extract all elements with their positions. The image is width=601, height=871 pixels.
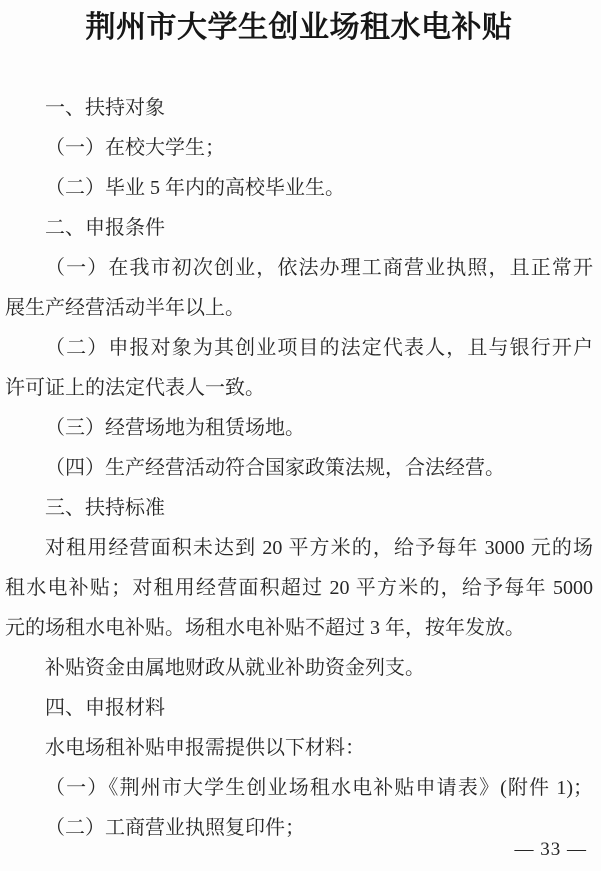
section-heading: 一、扶持对象 bbox=[45, 97, 165, 119]
text-line: （二）毕业 5 年内的高校毕业生。 bbox=[45, 177, 345, 199]
text-line: 租水电补贴；对租用经营面积超过 20 平方米的，给予每年 5000 bbox=[5, 577, 593, 599]
text-line: 元的场租水电补贴。场租水电补贴不超过 3 年，按年发放。 bbox=[5, 617, 525, 639]
text-line: 水电场租补贴申报需提供以下材料： bbox=[45, 737, 365, 759]
text-line: （一）在我市初次创业，依法办理工商营业执照，且正常开 bbox=[45, 257, 593, 279]
text-line: （四）生产经营活动符合国家政策法规，合法经营。 bbox=[45, 457, 505, 479]
document-body bbox=[5, 88, 593, 848]
section-heading: 四、申报材料 bbox=[45, 697, 165, 719]
text-line: （二）申报对象为其创业项目的法定代表人，且与银行开户 bbox=[45, 337, 593, 359]
page-number: — 33 — bbox=[514, 839, 587, 860]
text-line: （二）工商营业执照复印件； bbox=[45, 817, 305, 839]
section-heading: 二、申报条件 bbox=[45, 217, 165, 239]
text-line: （一）在校大学生； bbox=[45, 137, 225, 159]
text-line: 展生产经营活动半年以上。 bbox=[5, 297, 245, 319]
text-line: 对租用经营面积未达到 20 平方米的，给予每年 3000 元的场 bbox=[45, 537, 593, 559]
text-line: 许可证上的法定代表人一致。 bbox=[5, 377, 265, 399]
text-line: （三）经营场地为租赁场地。 bbox=[45, 417, 305, 439]
text-line: 补贴资金由属地财政从就业补助资金列支。 bbox=[45, 657, 425, 679]
text-line: （一）《荆州市大学生创业场租水电补贴申请表》(附件 1)； bbox=[45, 777, 593, 799]
section-heading: 三、扶持标准 bbox=[45, 497, 165, 519]
document-title: 荆州市大学生创业场租水电补贴 bbox=[85, 11, 513, 44]
